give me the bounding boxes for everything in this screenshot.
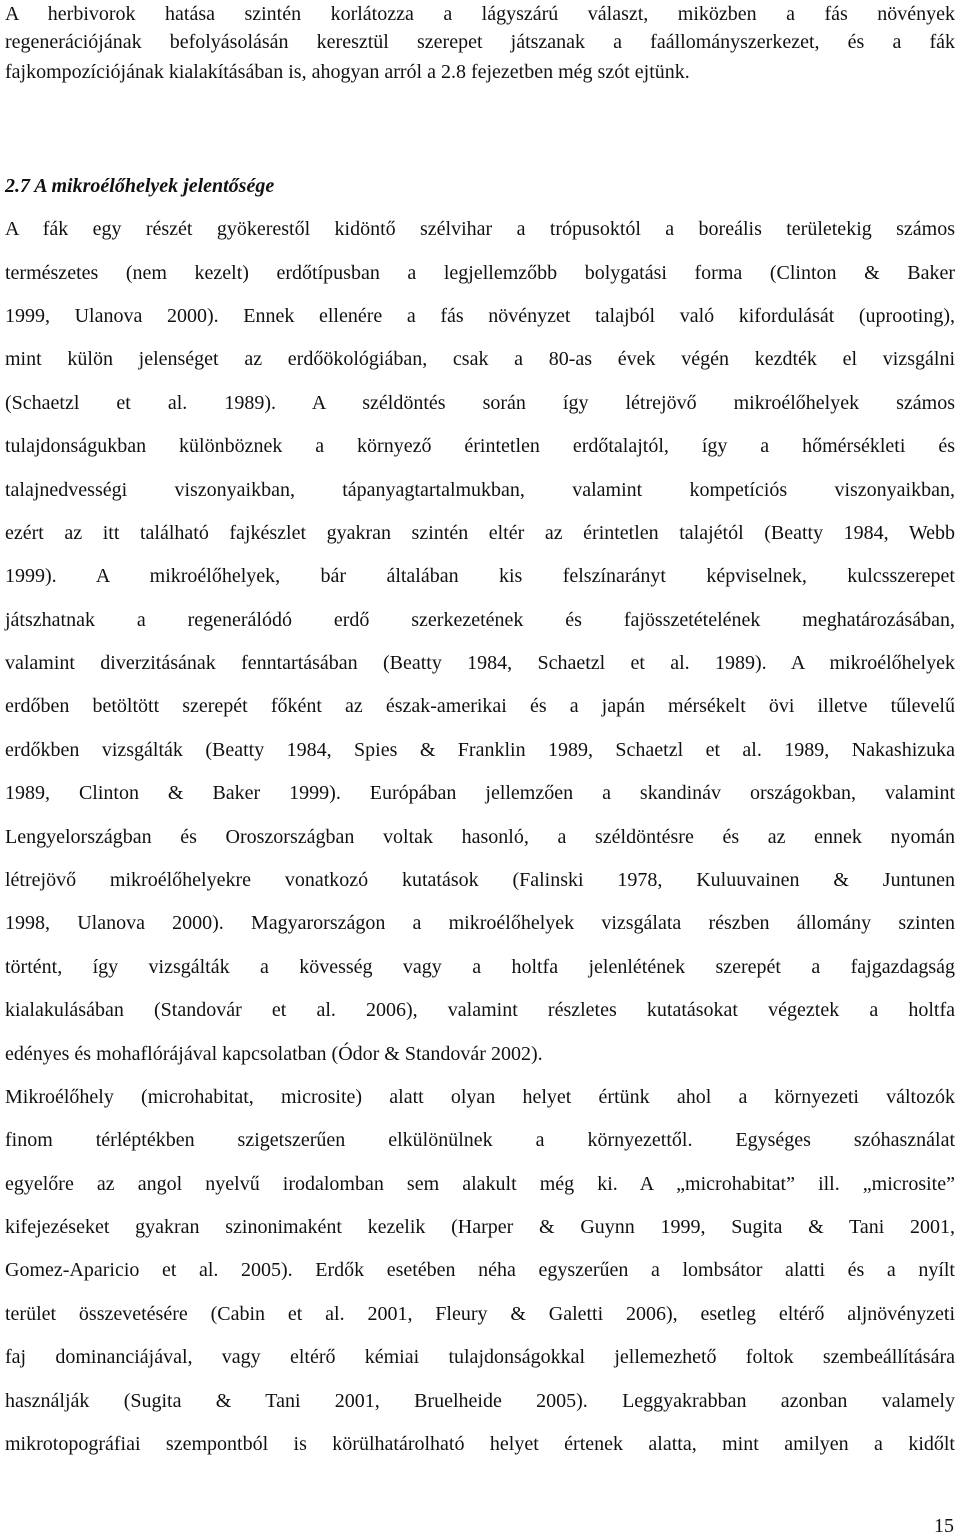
intro-line: A herbivorok hatása szintén korlátozza a lágyszárú választ, miközben a fás növények — [5, 3, 955, 25]
body-line: 1998, Ulanova 2000). Magyarországon a mikroélőhelyek vizsgálata részben állomány szinten — [5, 912, 955, 934]
body-line: Mikroélőhely (microhabitat, microsite) alatt olyan helyet értünk ahol a környezeti változók — [5, 1086, 955, 1108]
body-line: tulajdonságukban különböznek a környező érintetlen erdőtalajtól, így a hőmérsékleti és — [5, 435, 955, 457]
body-line: faj dominanciájával, vagy eltérő kémiai tulajdonságokkal jellemezhető foltok szembeállítására — [5, 1346, 955, 1368]
body-line: Gomez-Aparicio et al. 2005). Erdők esetében néha egyszerűen a lombsátor alatti és a nyílt — [5, 1259, 955, 1281]
page-number: 15 — [934, 1515, 954, 1537]
body-line: edényes és mohaflórájával kapcsolatban (Ódor & Standovár 2002). — [5, 1043, 543, 1065]
body-line: játszhatnak a regenerálódó erdő szerkezetének és fajösszetételének meghatározásában, — [5, 609, 955, 631]
body-line: 1989, Clinton & Baker 1999). Európában jellemzően a skandináv országokban, valamint — [5, 782, 955, 804]
body-line: terület összevetésére (Cabin et al. 2001, Fleury & Galetti 2006), esetleg eltérő aljnövényzeti — [5, 1303, 955, 1325]
body-line: 1999, Ulanova 2000). Ennek ellenére a fás növényzet talajból való kifordulását (uprooting), — [5, 305, 955, 327]
body-line: erdőkben vizsgálták (Beatty 1984, Spies & Franklin 1989, Schaetzl et al. 1989, Nakashizuka — [5, 739, 955, 761]
intro-line: fajkompozíciójának kialakításában is, ahogyan arról a 2.8 fejezetben még szót ejtünk. — [5, 61, 690, 83]
body-line: talajnedvességi viszonyaikban, tápanyagtartalmukban, valamint kompetíciós viszonyaikban, — [5, 479, 955, 501]
body-line: létrejövő mikroélőhelyekre vonatkozó kutatások (Falinski 1978, Kuluuvainen & Juntunen — [5, 869, 955, 891]
intro-line: regenerációjának befolyásolásán keresztül szerepet játszanak a faállományszerkezet, és a fák — [5, 31, 955, 53]
body-line: 1999). A mikroélőhelyek, bár általában kis felszínarányt képviselnek, kulcsszerepet — [5, 565, 955, 587]
body-line: használják (Sugita & Tani 2001, Bruelheide 2005). Leggyakrabban azonban valamely — [5, 1390, 955, 1412]
body-line: A fák egy részét gyökerestől kidöntő szélvihar a trópusoktól a boreális területekig számos — [5, 218, 955, 240]
body-line: (Schaetzl et al. 1989). A széldöntés során így létrejövő mikroélőhelyek számos — [5, 392, 955, 414]
body-line: Lengyelországban és Oroszországban voltak hasonló, a széldöntésre és az ennek nyomán — [5, 826, 955, 848]
body-line: valamint diverzitásának fenntartásában (Beatty 1984, Schaetzl et al. 1989). A mikroélőhelyek — [5, 652, 955, 674]
body-line: finom térléptékben szigetszerűen elkülönülnek a környezettől. Egységes szóhasználat — [5, 1129, 955, 1151]
section-heading: 2.7 A mikroélőhelyek jelentősége — [5, 175, 275, 197]
body-line: mint külön jelenséget az erdőökológiában, csak a 80-as évek végén kezdték el vizsgálni — [5, 348, 955, 370]
body-line: erdőben betöltött szerepét főként az észak-amerikai és a japán mérsékelt övi illetve tűlevelű — [5, 695, 955, 717]
body-line: mikrotopográfiai szempontból is körülhatárolható helyet értenek alatta, mint amilyen a kidőlt — [5, 1433, 955, 1455]
body-line: egyelőre az angol nyelvű irodalomban sem alakult még ki. A „microhabitat” ill. „microsite” — [5, 1173, 955, 1195]
body-line: ezért az itt található fajkészlet gyakran szintén eltér az érintetlen talajétól (Beatty 1984, Webb — [5, 522, 955, 544]
body-line: kifejezéseket gyakran szinonimaként kezelik (Harper & Guynn 1999, Sugita & Tani 2001, — [5, 1216, 955, 1238]
body-line: kialakulásában (Standovár et al. 2006), valamint részletes kutatásokat végeztek a holtfa — [5, 999, 955, 1021]
body-line: történt, így vizsgálták a kövesség vagy a holtfa jelenlétének szerepét a fajgazdagság — [5, 956, 955, 978]
body-line: természetes (nem kezelt) erdőtípusban a legjellemzőbb bolygatási forma (Clinton & Baker — [5, 262, 955, 284]
